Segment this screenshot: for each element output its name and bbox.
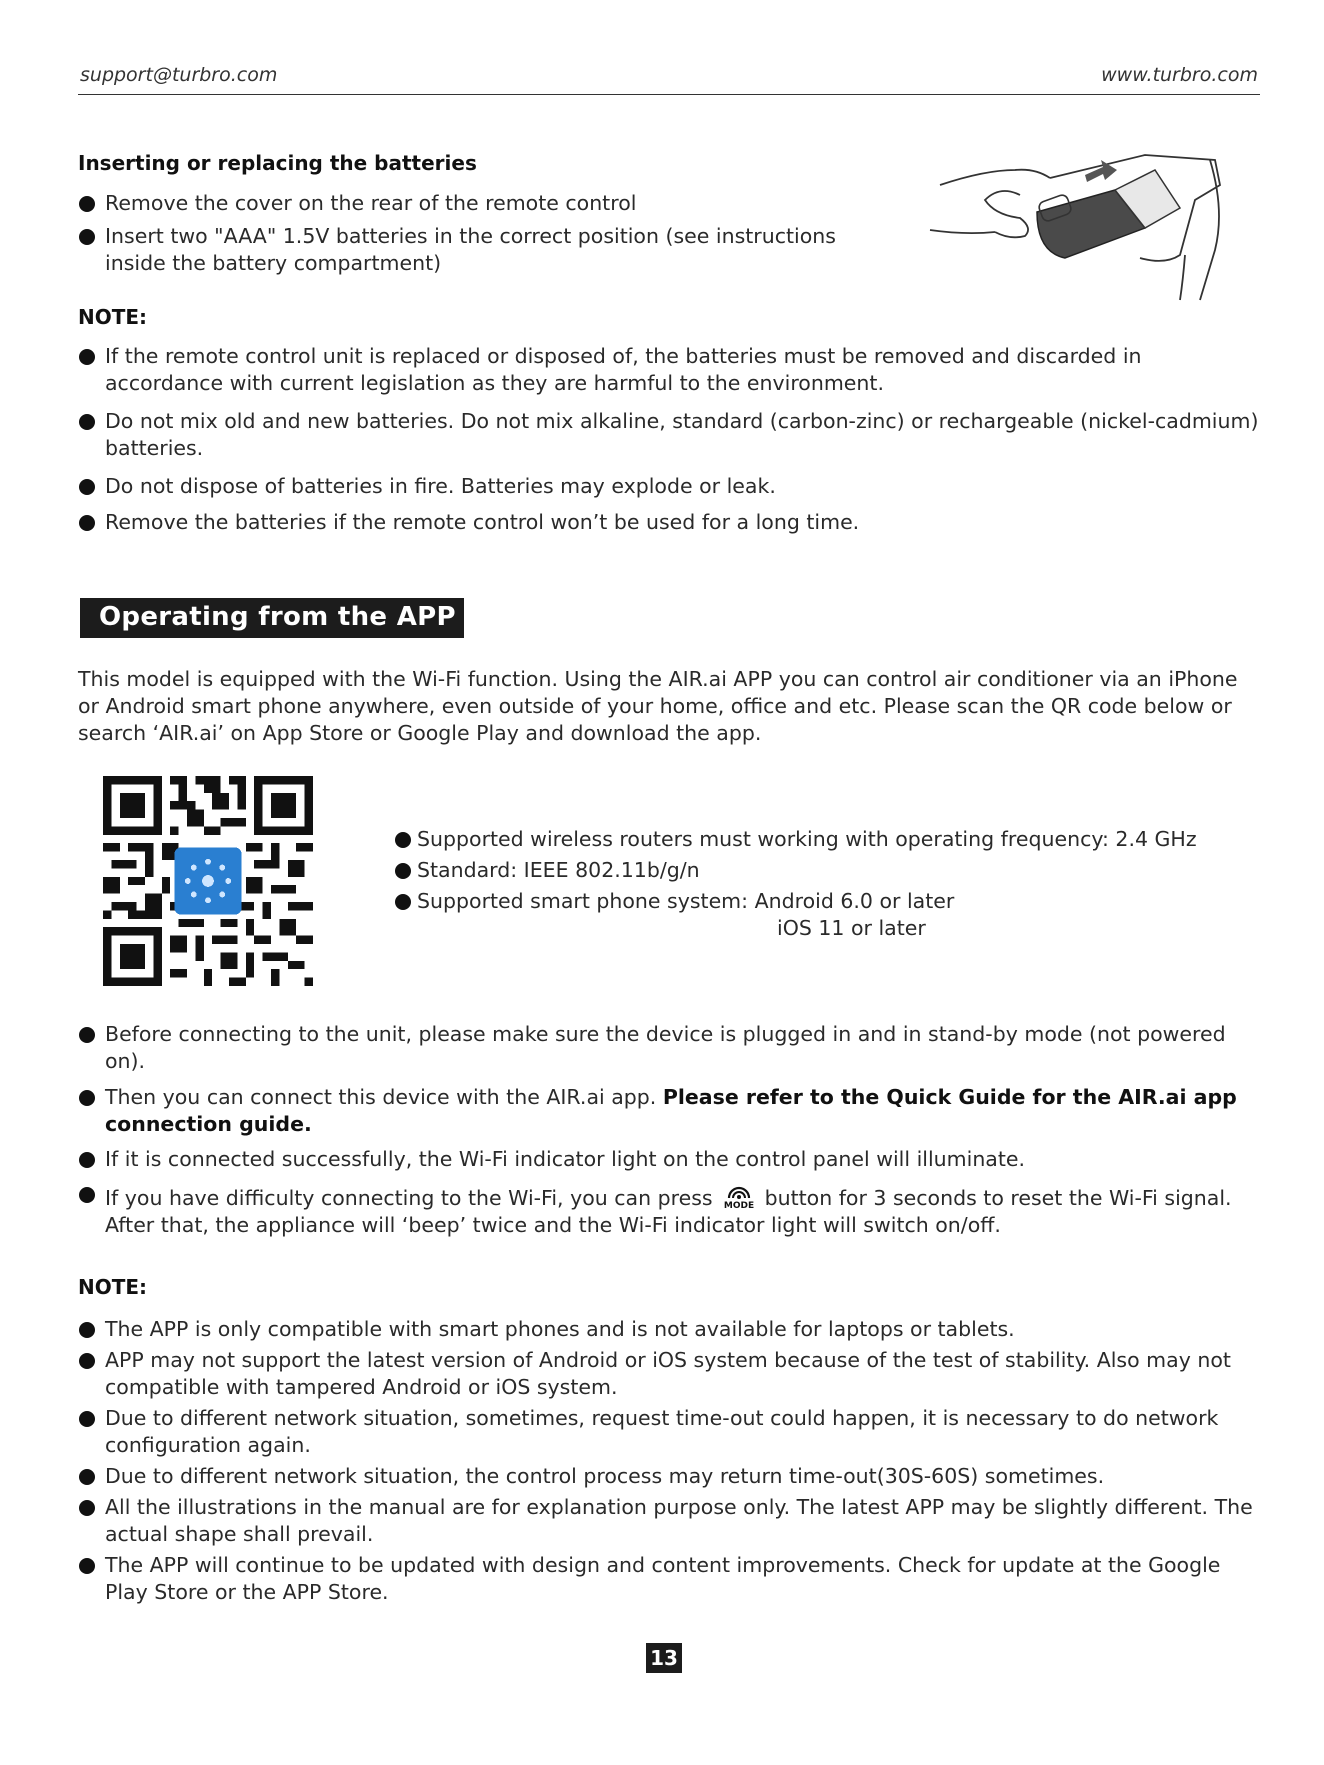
mode-icon-label: MODE — [723, 1201, 754, 1209]
note-list-2 — [78, 1316, 1263, 1606]
list-item: Due to different network situation, the control process may return time-out(30S-60S) sometimes. — [78, 1463, 1263, 1490]
spec-item: Supported smart phone system: Android 6.0 or later — [395, 888, 1275, 919]
list-item: Do not mix old and new batteries. Do not mix alkaline, standard (carbon-zinc) or rechargeable (nickel-cadmium) batteries. — [78, 408, 1263, 462]
step-emphasis: Please refer to the Quick Guide for the AIR.ai app connection guide. — [105, 1085, 1237, 1136]
step-text: Then you can connect this device with the AIR.ai app. — [105, 1085, 663, 1109]
list-item: Remove the batteries if the remote control won’t be used for a long time. — [78, 509, 1263, 536]
batteries-list — [78, 190, 898, 277]
list-item: If it is connected successfully, the Wi-Fi indicator light on the control panel will illuminate. — [78, 1146, 1263, 1173]
list-item: APP may not support the latest version of Android or iOS system because of the test of stability. Also may not compatible with tampered Android or iOS system. — [78, 1347, 1263, 1401]
step-text: button for 3 seconds to reset the Wi-Fi signal. After that, the appliance will ‘beep’ twice and the Wi-Fi indicator light will switch on/off. — [105, 1186, 1232, 1237]
list-item — [78, 1181, 1263, 1239]
list-item: Insert two "AAA" 1.5V batteries in the correct position (see instructions inside the battery compartment) — [78, 223, 898, 277]
step-text: If you have difficulty connecting to the Wi-Fi, you can press — [105, 1186, 713, 1210]
section-title: Operating from the APP — [99, 602, 456, 632]
list-item: Do not dispose of batteries in fire. Batteries may explode or leak. — [78, 473, 1263, 500]
page-number: 13 — [646, 1643, 682, 1673]
list-item: Remove the cover on the rear of the remote control — [78, 190, 898, 217]
batteries-heading: Inserting or replacing the batteries — [78, 151, 477, 175]
connection-steps — [78, 1021, 1263, 1239]
note-list-1 — [78, 343, 1263, 536]
list-item: Before connecting to the unit, please make sure the device is plugged in and in stand-by mode (not powered on). — [78, 1021, 1263, 1075]
spec-item-ios: iOS 11 or later — [777, 916, 926, 940]
mode-button-icon — [719, 1181, 759, 1209]
list-item: The APP is only compatible with smart phones and is not available for laptops or tablets. — [78, 1316, 1263, 1343]
qr-code — [103, 776, 313, 986]
support-email: support@turbro.com — [80, 64, 278, 86]
app-intro-paragraph: This model is equipped with the Wi-Fi function. Using the AIR.ai APP you can control air conditioner via an iPhone or Android smart phone anywhere, even outside of your home, office and etc. Please scan the QR code below or search ‘AIR.ai’ on App Store or Google Play and download the app. — [78, 667, 1238, 745]
spec-item: Supported wireless routers must working with operating frequency: 2.4 GHz — [395, 826, 1275, 857]
note-heading-1: NOTE: — [78, 305, 148, 329]
spec-list — [395, 826, 1275, 942]
website-url: www.turbro.com — [1101, 64, 1258, 86]
list-item — [78, 1084, 1263, 1138]
page-header — [78, 62, 1260, 95]
list-item: The APP will continue to be updated with design and content improvements. Check for update at the Google Play Store or the APP Store. — [78, 1552, 1263, 1606]
battery-insertion-illustration — [925, 140, 1225, 302]
note-heading-2: NOTE: — [78, 1275, 148, 1299]
spec-item: Standard: IEEE 802.11b/g/n — [395, 857, 1275, 888]
list-item: All the illustrations in the manual are for explanation purpose only. The latest APP may be slightly different. The actual shape shall prevail. — [78, 1494, 1263, 1548]
section-heading-bar — [80, 598, 464, 638]
list-item: Due to different network situation, sometimes, request time-out could happen, it is necessary to do network configuration again. — [78, 1405, 1263, 1459]
list-item: If the remote control unit is replaced or disposed of, the batteries must be removed and discarded in accordance with current legislation as they are harmful to the environment. — [78, 343, 1263, 397]
